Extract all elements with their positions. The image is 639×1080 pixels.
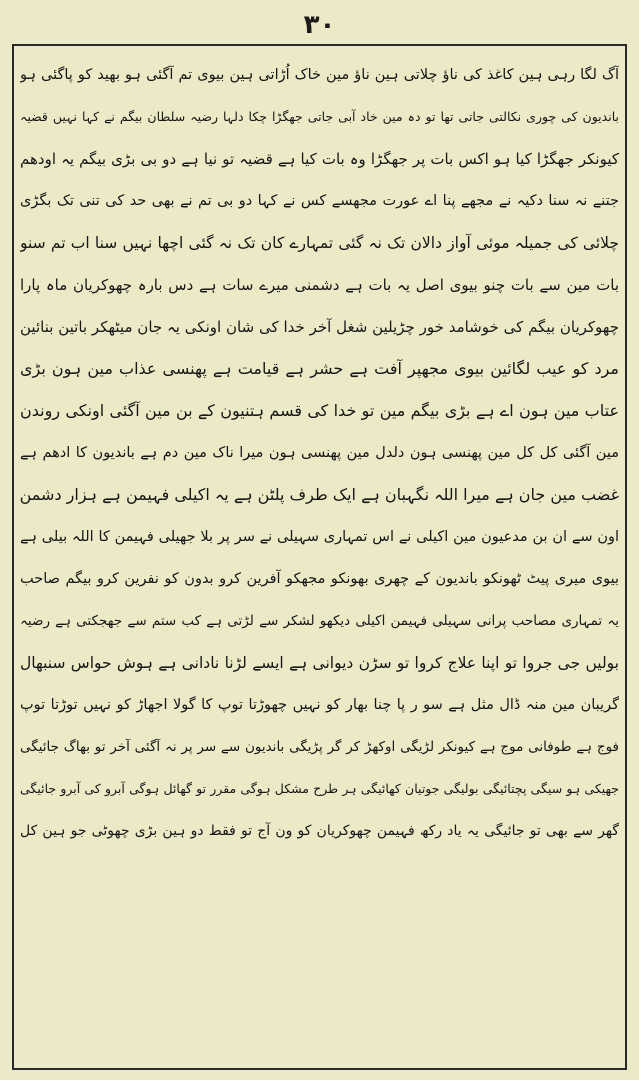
text-line: غضب مین جان ہے میرا اللہ نگہبان ہے ایک طرف پلٹن ہے یہ اکیلی فہیمن ہے ہزار دشمن xyxy=(20,485,619,504)
text-line: گریبان مین منہ ڈال مثل ہے سو ر پا چنا بھار کو نہیں چھوڑتا توپ کا گولا اجھاڑ کو نہیں توڑتا توپ xyxy=(20,697,619,713)
text-line: یہ تمہاری مصاحب پرانی سہیلی فہیمن اکیلی دیکھو لشکر سے لڑتی ہے کب ستم سے جھجکتی ہے رضیہ xyxy=(20,613,619,629)
text-line: فوج ہے طوفانی موج ہے کیونکر لڑیگی اوکھڑ کر گر پڑیگی باندیون سے سر پر نہ آگئی آخر تو بھاگ جائیگی xyxy=(20,739,619,755)
text-line: اون سے ان بن مدعیون مین اکیلی نے اس تمہاری سہیلی نے سر پر بلا جھیلی فہیمن کا اللہ بیلی ہے xyxy=(20,529,619,545)
text-body xyxy=(20,54,619,1064)
text-line: جتنے نہ سنا دکیہ نے مجھے پنا اے عورت مجھسے کس نے کہا دو بی تم نے بھی حد کی تنی تک بگڑی xyxy=(20,193,619,209)
text-line: عتاب مین ہون اے ہے بڑی بیگم مین تو خدا کی قسم ہتنیون کے بن مین آگئی اونکی روندن xyxy=(20,401,619,420)
text-line: بولیں جی جروا تو اپنا علاج کروا تو سڑن دیوانی ہے ایسے لڑنا نادانی ہے ہوش حواس سنبھال xyxy=(20,654,619,672)
text-line: باندیون کی چوری نکالتی جاتی تھا تو دہ مین خاد آبی جاتی جھگڑا چکا دلہا رضیہ سلطان بیگم نے کہا نہیں قضیہ xyxy=(20,109,619,124)
text-line: مین آگئی کل کل مین پھنسی ہون دلدل مین پھنسی ہون میرا ناک مین دم ہے باندیون کا ادھم ہے xyxy=(20,445,619,461)
text-line: آگ لگا رہی ہین کاغذ کی ناؤ چلاتی ہین ناؤ مین خاک اُڑاتی ہین بیوی تم آگئی ہو بھید کو پاگئی ہو xyxy=(20,67,619,83)
text-line: جھیکی ہو سیگی پچتائیگی بولیگی جوتیان کھائیگی ہر طرح مشکل ہوگی مقرر تو گھائل ہوگی آبرو کی آبرو جائیگی xyxy=(20,781,619,796)
text-line: چھوکریان بیگم کی خوشامد خور چڑیلین شغل آخر خدا کی شان اونکی یہ جان میٹھکر باتین بنائین xyxy=(20,318,619,336)
text-line: چلائی کی جمیلہ موئی آواز دالان تک نہ گئی تمہارے کان تک نہ گئی اچھا نہیں سنا اب تم سنو xyxy=(20,234,619,252)
text-line: بیوی میری پیٹ ٹھونکو باندیون کے چھری بھونکو مجھکو آفرین کرو بدون کو نفرین کرو بیگم صاحب xyxy=(20,571,619,587)
text-line: مرد کو عیب لگائین بیوی مجھپر آفت ہے حشر ہے قیامت ہے پھنسی عذاب مین ہون بڑی xyxy=(20,359,619,378)
page-number: ۳۰ xyxy=(303,10,336,40)
text-line: گھر سے بھی تو جائیگی یہ یاد رکھ فہیمن چھوکریان کو ون آج تو فقط دو ہین بڑی چھوٹی جو ہین کل xyxy=(20,823,619,839)
text-line: بات مین سے بات چنو بیوی اصل یہ بات ہے دشمنی میرے سات ہے دس بارہ چھوکریان ماہ پارا xyxy=(20,276,619,294)
text-line: کیونکر جھگڑا کیا ہو اکس بات پر جھگڑا وہ بات کیا ہے قضیہ تو نیا ہے دو بی بڑی بیگم یہ اودھم xyxy=(20,150,619,168)
